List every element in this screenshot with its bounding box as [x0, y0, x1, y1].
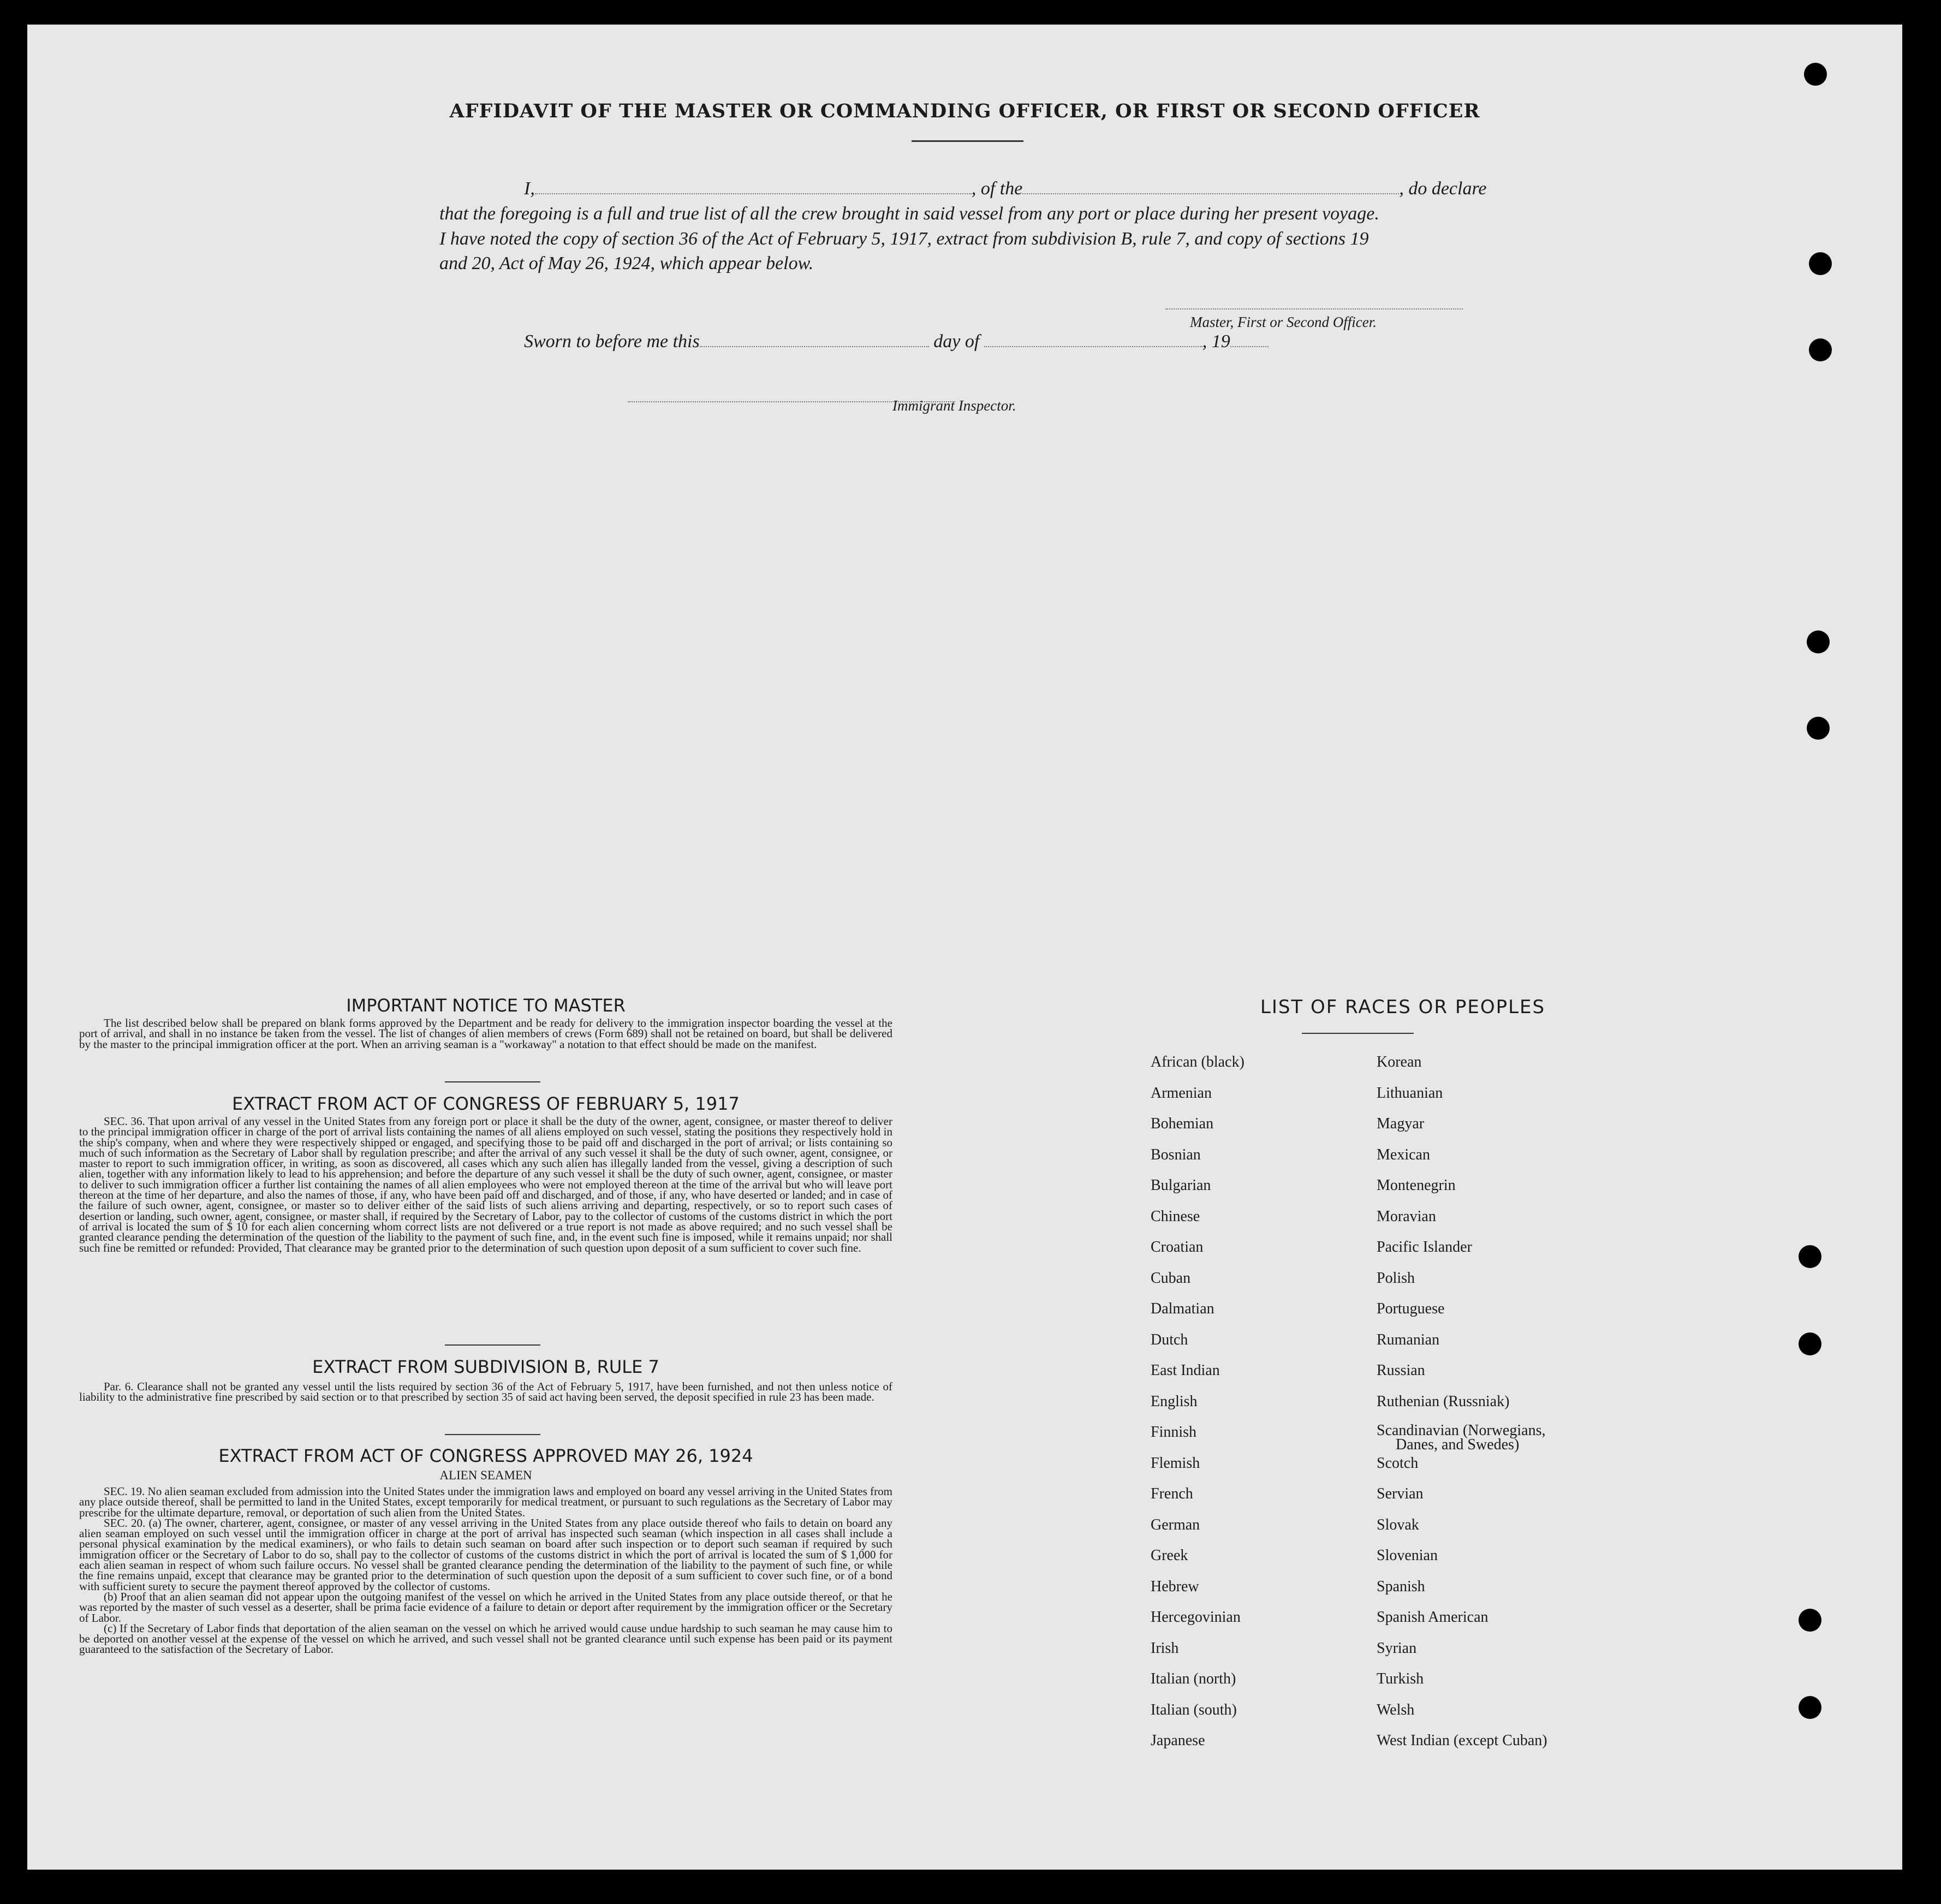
punch-hole	[1807, 717, 1830, 740]
master-caption: Master, First or Second Officer.	[1190, 314, 1377, 330]
race-item: East Indian	[1151, 1362, 1220, 1379]
vessel-blank[interactable]	[1022, 177, 1399, 194]
race-item: Bulgarian	[1151, 1177, 1211, 1194]
day-blank[interactable]	[700, 330, 929, 347]
notice-heading: IMPORTANT NOTICE TO MASTER	[346, 995, 626, 1016]
sworn-label: Sworn to before me this	[524, 331, 700, 352]
race-item: French	[1151, 1485, 1193, 1502]
master-signature-line[interactable]	[1165, 292, 1463, 310]
alien-seamen-subheading: ALIEN SEAMEN	[439, 1468, 532, 1482]
divider	[445, 1344, 540, 1346]
year-label: , 19	[1202, 331, 1230, 352]
race-item: Spanish American	[1377, 1609, 1489, 1626]
sworn-line	[439, 329, 1517, 354]
document-page	[27, 25, 1902, 1870]
race-item: Mexican	[1377, 1146, 1430, 1163]
race-item: Lithuanian	[1377, 1084, 1443, 1102]
race-item: Scandinavian (Norwegians, Danes, and Swedes)	[1377, 1422, 1546, 1453]
rule7-heading: EXTRACT FROM SUBDIVISION B, RULE 7	[312, 1356, 659, 1377]
month-blank[interactable]	[984, 330, 1202, 347]
race-item: Spanish	[1377, 1578, 1425, 1595]
punch-hole	[1809, 252, 1832, 275]
race-item: Pacific Islander	[1377, 1239, 1472, 1256]
affidavit-line-3: I have noted the copy of section 36 of the Act of February 5, 1917, extract from subdivision B, rule 7, and copy of sections 19	[439, 229, 1369, 249]
sec20c-text: (c) If the Secretary of Labor finds that deportation of the alien seaman on the vessel on which he arrived would cause undue hardship to such seaman he may cause him to be deported on another vessel at the expense of the vessel on which he arrived, and such vessel shall not be granted clearance until such expense has been paid or its payment guaranteed to the satisfaction of the Secretary of Labor.	[79, 1621, 892, 1656]
extract-1924-heading: EXTRACT FROM ACT OF CONGRESS APPROVED MAY 26, 1924	[218, 1445, 753, 1466]
race-item: Armenian	[1151, 1084, 1212, 1102]
inspector-caption: Immigrant Inspector.	[892, 397, 1016, 414]
divider	[445, 1434, 540, 1435]
affidavit-line-4: and 20, Act of May 26, 1924, which appear below.	[439, 253, 814, 273]
race-item: African (black)	[1151, 1054, 1245, 1070]
sec19-text: SEC. 19. No alien seaman excluded from admission into the United States under the immigration laws and employed on board any vessel arriving in the United States from any place outside thereof, shall be permitted to land in the United States, except temporarily for medical treatment, or pursuant to such regulations as the Secretary of Labor may prescribe for the ultimate departure, removal, or deportation of such alien from the United States.	[79, 1485, 892, 1519]
race-item: German	[1151, 1516, 1200, 1533]
race-item: Polish	[1377, 1269, 1415, 1287]
races-heading: LIST OF RACES OR PEOPLES	[1260, 996, 1546, 1018]
race-item: Russian	[1377, 1362, 1425, 1379]
race-item: Rumanian	[1377, 1331, 1440, 1348]
race-item: Montenegrin	[1377, 1177, 1456, 1194]
race-item: English	[1151, 1393, 1198, 1410]
race-item: Italian (south)	[1151, 1701, 1237, 1718]
punch-hole	[1809, 338, 1832, 361]
race-item: Italian (north)	[1151, 1670, 1236, 1687]
rule7-text: Par. 6. Clearance shall not be granted any vessel until the lists required by section 36 of the Act of February 5, 1917, have been furnished, and not then unless notice of liability to the administrative fine prescribed by said section or to that prescribed by section 35 of said act having been served, the deposit specified in rule 23 has been made.	[79, 1380, 892, 1404]
race-item: Portuguese	[1377, 1300, 1445, 1317]
declare-label: , do declare	[1399, 178, 1487, 199]
race-item: West Indian (except Cuban)	[1377, 1732, 1547, 1749]
race-item: Bohemian	[1151, 1115, 1214, 1132]
race-item: Hebrew	[1151, 1578, 1199, 1595]
punch-hole	[1799, 1609, 1821, 1632]
affidavit-line-2: that the foregoing is a full and true list of all the crew brought in said vessel from any port or place during her present voyage.	[439, 204, 1379, 224]
race-item: Korean	[1377, 1054, 1422, 1070]
race-item: Magyar	[1377, 1115, 1425, 1132]
punch-hole	[1799, 1245, 1821, 1268]
affidavit-title: AFFIDAVIT OF THE MASTER OR COMMANDING OFFICER, OR FIRST OR SECOND OFFICER	[449, 100, 1480, 122]
extract-1917-text: SEC. 36. That upon arrival of any vessel in the United States from any foreign port or place it shall be the duty of the owner, agent, consignee, or master thereof to deliver to the principal immigration officer in charge of the port of arrival lists containing the names of all aliens employed on such vessel, stating the positions they respectively hold in the ship's company, when and where they were respectively shipped or engaged, and specifying those to be paid off and discharged in the port of arrival; or lists containing so much of such information as the Secretary of Labor shall by regulation prescribe; and after the arrival of any such vessel it shall be the duty of such owner, agent, consignee, or master to report to such immigration officer, in writing, as soon as discovered, all cases which any such alien has illegally landed from the vessel, giving a description of such alien, together with any information likely to lead to his apprehension; and before the departure of any such vessel it shall be the duty of such owner, agent, consignee, or master to deliver to such immigration officer a further list containing the names of all alien employees who were not employed thereon at the time of the arrival but who will leave port thereon at the time of her departure, and also the names of those, if any, who have been paid off and discharged, and of those, if any, who have deserted or landed; and in case of the failure of such owner, agent, consignee, or master so to deliver either of the said lists of such aliens arriving and departing, respectively, or so to report such cases of desertion or landing, such owner, agent, consignee, or master shall, if required by the Secretary of Labor, pay to the collector of customs of the customs district in which the port of arrival is located the sum of $ 10 for each alien concerning whom correct lists are not delivered or a true report is not made as above required; and no such vessel shall be granted clearance pending the determination of the question of the liability to the payment of such fine, and, in the event such fine is imposed, while it remains unpaid; nor shall such fine be remitted or refunded: Provided, That clearance may be granted prior to the determination of such question upon deposit of a sum sufficient to cover such fine.	[79, 1115, 892, 1254]
race-item: Dutch	[1151, 1331, 1188, 1348]
race-item: Bosnian	[1151, 1146, 1201, 1163]
race-item: Finnish	[1151, 1424, 1197, 1441]
title-underline	[912, 140, 1023, 142]
punch-hole	[1807, 630, 1830, 653]
race-item: Welsh	[1377, 1701, 1415, 1718]
extract-1917-heading: EXTRACT FROM ACT OF CONGRESS OF FEBRUARY 5, 1917	[232, 1093, 740, 1114]
race-item: Ruthenian (Russniak)	[1377, 1393, 1510, 1410]
punch-hole	[1804, 63, 1827, 86]
race-item: Slovak	[1377, 1516, 1419, 1533]
name-blank[interactable]	[535, 177, 972, 194]
affidavit-line-1	[439, 176, 1517, 201]
notice-text: The list described below shall be prepared on blank forms approved by the Department and be ready for delivery to the immigration inspector boarding the vessel at the port of arrival, and shall in no instance be taken from the vessel. The list of changes of alien members of crews (Form 689) shall not be retained on board, but shall be delivered by the master to the principal immigration officer at the port. When an arriving seaman is a "workaway" a notation to that effect should be made on the manifest.	[79, 1016, 892, 1051]
race-item: Irish	[1151, 1639, 1179, 1657]
race-item: Chinese	[1151, 1207, 1200, 1225]
races-underline	[1302, 1033, 1414, 1034]
race-item: Scotch	[1377, 1454, 1419, 1472]
race-item: Syrian	[1377, 1639, 1417, 1657]
race-item: Cuban	[1151, 1269, 1191, 1287]
day-of-label: day of	[933, 331, 980, 352]
race-item: Slovenian	[1377, 1547, 1438, 1564]
race-item: Flemish	[1151, 1454, 1200, 1472]
race-item: Servian	[1377, 1485, 1424, 1502]
affidavit-i: I,	[524, 178, 535, 199]
sec20b-text: (b) Proof that an alien seaman did not appear upon the outgoing manifest of the vessel on which he arrived in the United States from any place outside thereof, or that he was reported by the master of such vessel as a deserter, shall be prima facie evidence of a failure to detain or deport after requirement by the immigration officer or the Secretary of Labor.	[79, 1590, 892, 1625]
punch-hole	[1799, 1696, 1821, 1719]
race-item: Hercegovinian	[1151, 1609, 1241, 1626]
race-item: Croatian	[1151, 1239, 1204, 1256]
race-item: Moravian	[1377, 1207, 1436, 1225]
punch-hole	[1799, 1332, 1821, 1355]
of-the-label: , of the	[971, 178, 1023, 199]
sec20a-text: SEC. 20. (a) The owner, charterer, agent, consignee, or master of any vessel arriving in the United States from any place outside thereof who fails to detain on board any alien seaman employed on such vessel until the immigration officer in charge at the port of arrival has inspected such seaman (which inspection in all cases shall include a personal physical examination by the medical examiners), or who fails to detain such seaman on board after such inspection or to deport such seaman if required by such immigration officer or the Secretary of Labor to do so, shall pay to the collector of customs of the customs district in which the port of arrival is located the sum of $ 1,000 for each alien seaman in respect of whom such failure occurs. No vessel shall be granted clearance pending the determination of the liability to the payment of such fine, or while the fine remains unpaid, except that clearance may be granted prior to the determination of such question upon the deposit of a sum sufficient to cover such fine, or of a bond with sufficient surety to secure the payment thereof approved by the collector of customs.	[79, 1516, 892, 1593]
race-item: Turkish	[1377, 1670, 1424, 1687]
extract-1924-text	[79, 1486, 892, 1655]
divider	[445, 1081, 540, 1082]
race-item: Dalmatian	[1151, 1300, 1214, 1317]
year-blank[interactable]	[1230, 330, 1269, 347]
race-item: Greek	[1151, 1547, 1188, 1564]
race-item: Japanese	[1151, 1732, 1205, 1749]
